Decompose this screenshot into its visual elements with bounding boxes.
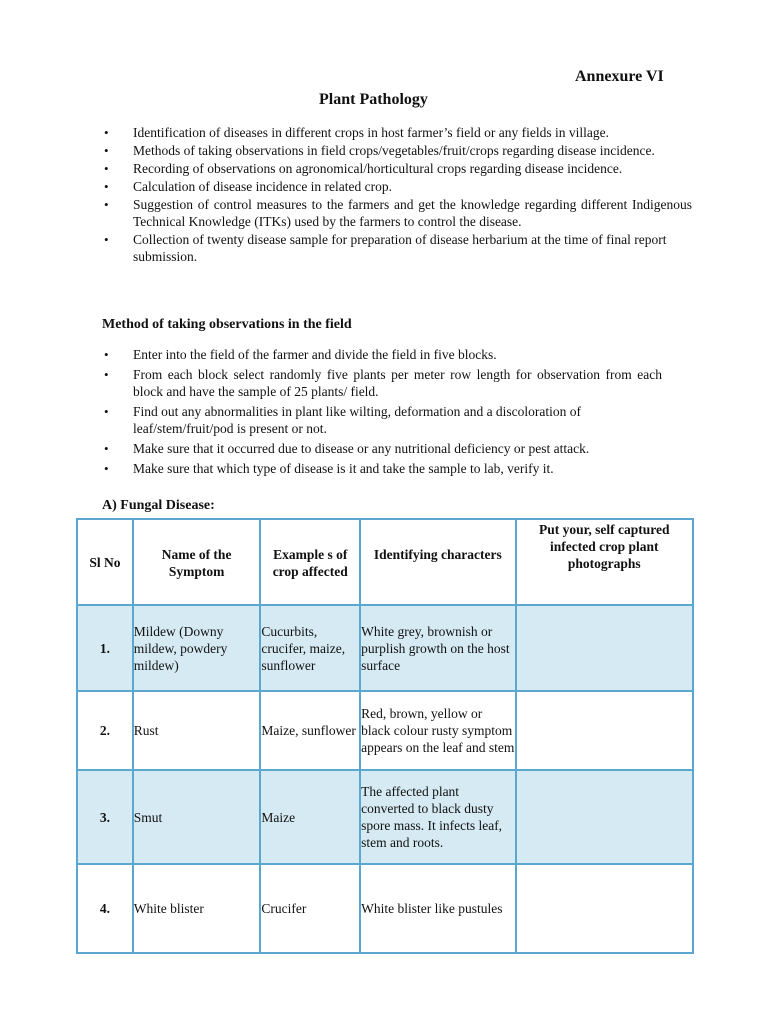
method-heading: Method of taking observations in the field xyxy=(102,317,352,332)
crops-affected: Maize, sunflower xyxy=(260,691,360,770)
identifying-characters: Red, brown, yellow or black colour rusty symptom appears on the leaf and stem xyxy=(360,691,515,770)
table-header-row xyxy=(77,519,693,605)
method-step: • Enter into the field of the farmer and divide the field in five blocks. xyxy=(102,346,662,363)
method-step: • From each block select randomly five plants per meter row length for observation from each block and have the sample of 25 plants/ field. xyxy=(102,366,662,400)
crops-affected: Crucifer xyxy=(260,864,360,953)
col-header-photo: Put your, self captured infected crop plant photographs xyxy=(516,519,693,605)
symptom-name: Smut xyxy=(133,770,261,864)
fungal-disease-table xyxy=(76,518,694,954)
table-row xyxy=(77,605,693,691)
symptom-name: Mildew (Downy mildew, powdery mildew) xyxy=(133,605,261,691)
symptom-name: White blister xyxy=(133,864,261,953)
method-steps-list xyxy=(102,346,662,480)
row-number: 3. xyxy=(77,770,133,864)
objective-item: • Suggestion of control measures to the farmers and get the knowledge regarding different Indigenous Technical Knowledge (ITKs) used by the farmers to control the disease. xyxy=(102,196,692,230)
col-header-sl: Sl No xyxy=(77,519,133,605)
row-number: 1. xyxy=(77,605,133,691)
objective-item: • Methods of taking observations in field crops/vegetables/fruit/crops regarding disease incidence. xyxy=(102,142,692,159)
objective-item: • Calculation of disease incidence in related crop. xyxy=(102,178,692,195)
table-row xyxy=(77,770,693,864)
col-header-example: Example s of crop affected xyxy=(260,519,360,605)
objective-item: • Identification of diseases in different crops in host farmer’s field or any fields in village. xyxy=(102,124,692,141)
row-number: 2. xyxy=(77,691,133,770)
col-header-identifying: Identifying characters xyxy=(360,519,515,605)
photo-cell xyxy=(516,770,693,864)
page-title: Plant Pathology xyxy=(319,91,428,108)
row-number: 4. xyxy=(77,864,133,953)
table-row xyxy=(77,691,693,770)
objective-item: • Recording of observations on agronomical/horticultural crops regarding disease incidence. xyxy=(102,160,692,177)
annexure-label: Annexure VI xyxy=(575,68,664,85)
objectives-list xyxy=(102,124,692,266)
identifying-characters: The affected plant converted to black dusty spore mass. It infects leaf, stem and roots. xyxy=(360,770,515,864)
objective-item: • Collection of twenty disease sample for preparation of disease herbarium at the time of final report submission. xyxy=(102,231,692,265)
identifying-characters: White blister like pustules xyxy=(360,864,515,953)
photo-cell xyxy=(516,691,693,770)
fungal-disease-heading: A) Fungal Disease: xyxy=(102,498,215,513)
method-step: • Find out any abnormalities in plant like wilting, deformation and a discoloration of leaf/stem/fruit/pod is present or not. xyxy=(102,403,662,437)
identifying-characters: White grey, brownish or purplish growth on the host surface xyxy=(360,605,515,691)
table-row xyxy=(77,864,693,953)
symptom-name: Rust xyxy=(133,691,261,770)
method-step: • Make sure that it occurred due to disease or any nutritional deficiency or pest attack. xyxy=(102,440,662,457)
col-header-name: Name of the Symptom xyxy=(133,519,261,605)
crops-affected: Maize xyxy=(260,770,360,864)
method-step: • Make sure that which type of disease is it and take the sample to lab, verify it. xyxy=(102,460,662,477)
photo-cell xyxy=(516,864,693,953)
photo-cell xyxy=(516,605,693,691)
crops-affected: Cucurbits, crucifer, maize, sunflower xyxy=(260,605,360,691)
